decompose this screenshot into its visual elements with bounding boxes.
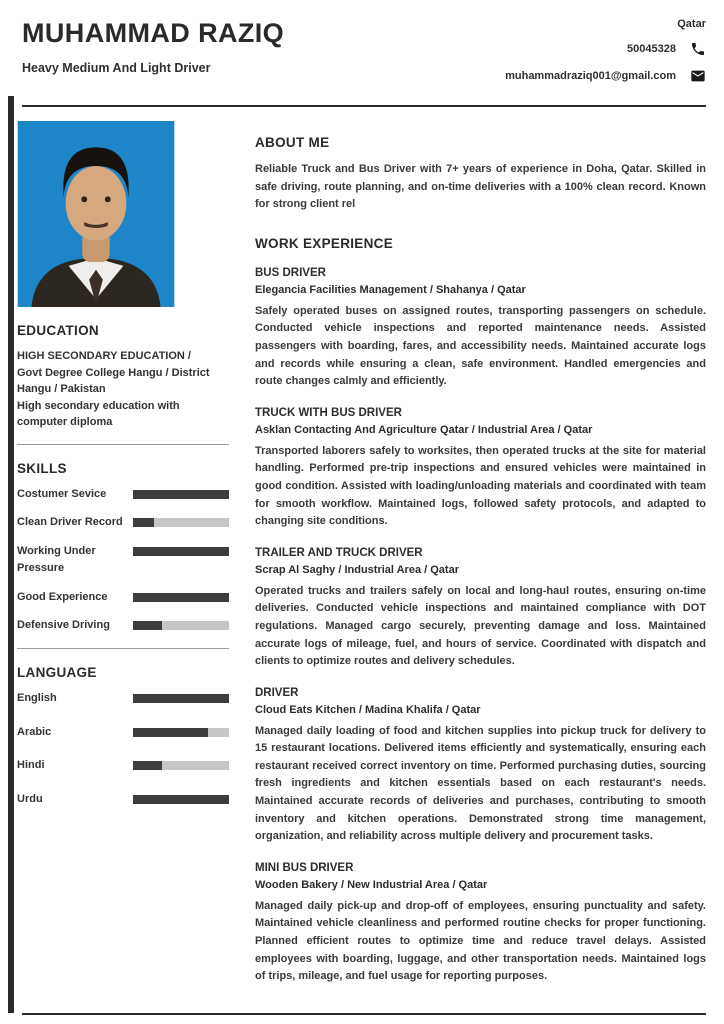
job-title: TRAILER AND TRUCK DRIVER (255, 546, 423, 559)
profile-photo (17, 121, 175, 307)
sidebar-divider (17, 444, 229, 445)
skill-row (17, 486, 229, 504)
language-bar (133, 795, 229, 804)
job-entry (255, 407, 706, 531)
language-bar-fill (133, 795, 229, 804)
header (0, 0, 724, 95)
skill-bar-fill (133, 593, 229, 602)
skill-bar (133, 518, 229, 527)
language-bar (133, 761, 229, 770)
skill-bar (133, 547, 229, 556)
skill-label: Clean Driver Record (17, 516, 123, 529)
education-heading: EDUCATION (17, 323, 99, 338)
phone-icon (690, 41, 706, 57)
sidebar-divider (17, 648, 229, 649)
about-heading: ABOUT ME (255, 135, 330, 150)
job-title: BUS DRIVER (255, 266, 326, 279)
email-address: muhammadraziq001@gmail.com (505, 70, 676, 82)
skill-label: Costumer Sevice (17, 487, 107, 500)
skill-bar-fill (133, 621, 162, 630)
job-company: Wooden Bakery / New Industrial Area / Qatar (255, 878, 488, 891)
job-description: Managed daily loading of food and kitchen supplies into pickup truck for delivery to 15 restaurant locations. Delivered items efficiently and systematically, ensuring each restaurant received correct inventory on time. Performed purchasing duties, sourcing fresh ingredients and kitchen essentials based on each restaurant's needs. Maintained accurate records of deliveries and purchases, contributing to smooth inventory and kitchen operations. Demonstrated strong time management, organization, and reliability across multiple delivery and procurement tasks. (255, 724, 706, 843)
language-row (17, 791, 229, 809)
language-row (17, 724, 229, 742)
main-column (255, 121, 706, 986)
language-bar-fill (133, 694, 229, 703)
job-description: Transported laborers safely to worksites, then operated trucks at the site for material handling. Performed pre-trip inspections and ensured vehicles were maintained in good condition. Assisted with loading/unloading materials and coordinated with team for smooth workflow. Maintained logs, followed safety protocols, and adapted to changing site conditions. (255, 444, 706, 528)
bottom-divider (22, 1013, 706, 1015)
job-title: MINI BUS DRIVER (255, 861, 354, 874)
contact-phone-row (505, 41, 706, 57)
person-job-title: Heavy Medium And Light Driver (22, 61, 211, 75)
job-description: Safely operated buses on assigned routes, transporting passengers on schedule. Conducted vehicle inspections and reported maintenance needs. Assisted passengers with boarding, fares, and accessibility needs. Maintained accurate logs and records while ensuring a clean, safe environment. Handled emergencies and route changes calmly and efficiently. (255, 304, 706, 388)
language-bar (133, 694, 229, 703)
envelope-icon (690, 68, 706, 84)
contact-block (505, 18, 706, 95)
phone-number: 50045328 (627, 43, 676, 55)
education-note: High secondary education with computer diploma (17, 399, 180, 428)
skill-bar-fill (133, 490, 229, 499)
job-title: TRUCK WITH BUS DRIVER (255, 406, 402, 419)
skill-row (17, 514, 229, 532)
education-degree: HIGH SECONDARY EDUCATION / (17, 350, 191, 362)
language-row (17, 690, 229, 708)
language-label: Hindi (17, 759, 45, 772)
work-experience-heading: WORK EXPERIENCE (255, 235, 394, 251)
skills-heading: SKILLS (17, 460, 67, 476)
skill-label: Working Under Pressure (17, 544, 96, 575)
language-bar-fill (133, 761, 162, 770)
language-heading: LANGUAGE (17, 665, 97, 681)
language-label: English (17, 692, 57, 705)
job-entry (255, 687, 706, 846)
job-description: Operated trucks and trailers safely on local and long-haul routes, ensuring on-time deliveries. Conducted vehicle inspections and maintained compliance with DOT regulations. Managed cargo securely, preventing damage and loss. Maintained accurate logs of mileage, fuel, and hours of service. Coordinated with dispatch and clients to optimize routes and delivery schedules. (255, 584, 706, 668)
job-entry (255, 862, 706, 986)
skill-row (17, 543, 229, 578)
language-bar (133, 728, 229, 737)
content (0, 107, 724, 986)
person-name: MUHAMMAD RAZIQ (22, 18, 285, 48)
job-company: Cloud Eats Kitchen / Madina Khalifa / Qatar (255, 703, 481, 716)
skill-bar-fill (133, 547, 229, 556)
job-company: Scrap Al Saghy / Industrial Area / Qatar (255, 563, 459, 576)
header-identity (22, 18, 284, 75)
sidebar (17, 121, 229, 986)
about-text: Reliable Truck and Bus Driver with 7+ years of experience in Doha, Qatar. Skilled in safe driving, route planning, and on-time deliveries with a 100% clean record. Known for strong client rel (255, 163, 706, 211)
contact-location-row (505, 18, 706, 30)
skill-bar (133, 621, 229, 630)
job-entry (255, 267, 706, 391)
language-bar-fill (133, 728, 208, 737)
skill-bar-fill (133, 518, 154, 527)
skill-bar (133, 593, 229, 602)
education-school: Govt Degree College Hangu / District Hangu / Pakistan (17, 366, 210, 395)
skill-label: Defensive Driving (17, 619, 110, 632)
skill-bar (133, 490, 229, 499)
language-label: Urdu (17, 792, 43, 805)
skill-row (17, 589, 229, 607)
job-title: DRIVER (255, 686, 299, 699)
language-label: Arabic (17, 725, 52, 738)
location-text: Qatar (677, 18, 706, 30)
job-company: Elegancia Facilities Management / Shahanya / Qatar (255, 283, 526, 296)
skill-label: Good Experience (17, 590, 108, 603)
job-description: Managed daily pick-up and drop-off of employees, ensuring punctuality and safety. Maintained vehicle cleanliness and performed routine checks for proper functioning. Planned efficient routes to optimize time and reduce travel delays. Assisted employees with boarding, luggage, and other transportation needs. Maintained logs of trips, mileage, and fuel usage for reporting purposes. (255, 899, 706, 983)
skill-row (17, 617, 229, 635)
job-entry (255, 547, 706, 671)
language-row (17, 757, 229, 775)
language-section (17, 665, 229, 808)
job-company: Asklan Contacting And Agriculture Qatar / Industrial Area / Qatar (255, 423, 593, 436)
left-accent-bar (8, 96, 14, 1013)
contact-email-row (505, 68, 706, 84)
